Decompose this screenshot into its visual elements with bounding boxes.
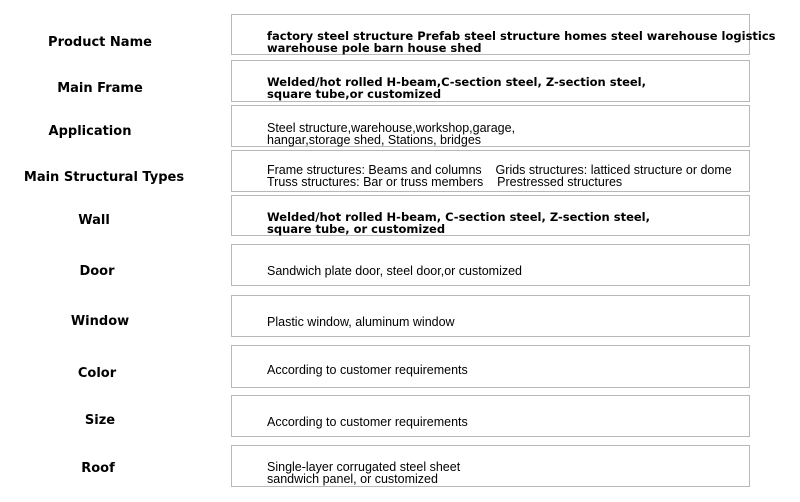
value-line: According to customer requirements xyxy=(267,415,468,429)
row-label-product-name: Product Name xyxy=(48,35,152,50)
value-box-main-frame xyxy=(231,60,750,102)
row-label-color: Color xyxy=(77,366,117,381)
value-box-main-structural-types xyxy=(231,150,750,192)
value-line: Welded/hot rolled H-beam, C-section steel, Z-section steel, xyxy=(267,210,650,224)
value-box-product-name xyxy=(231,14,776,55)
value-box-size xyxy=(231,395,750,437)
row-label-wall: Wall xyxy=(78,213,110,228)
value-line: square tube,or customized xyxy=(267,87,442,101)
row-label-window: Window xyxy=(70,314,130,329)
value-line: Single-layer corrugated steel sheet xyxy=(267,460,461,474)
value-line: Truss structures: Bar or truss members Prestressed structures xyxy=(267,175,623,189)
value-box-door xyxy=(231,244,750,286)
value-box-window xyxy=(231,295,750,337)
value-line: sandwich panel, or customized xyxy=(267,472,438,486)
value-line: hangar,storage shed, Stations, bridges xyxy=(267,133,482,147)
value-line: factory steel structure Prefab steel structure homes steel warehouse logistics xyxy=(267,29,776,43)
row-label-roof: Roof xyxy=(81,461,115,476)
value-line: square tube, or customized xyxy=(267,222,446,236)
row-label-size: Size xyxy=(84,413,116,428)
value-line: Plastic window, aluminum window xyxy=(267,315,455,329)
value-box-color xyxy=(231,345,750,388)
value-box-wall xyxy=(231,195,750,236)
row-label-main-structural-types: Main Structural Types xyxy=(23,170,185,185)
value-line: warehouse pole barn house shed xyxy=(267,41,482,55)
value-box-roof xyxy=(231,445,750,487)
row-label-application: Application xyxy=(48,124,132,139)
value-line: Sandwich plate door, steel door,or customized xyxy=(267,264,523,278)
value-box-application xyxy=(231,105,750,147)
row-label-main-frame: Main Frame xyxy=(57,81,143,96)
row-label-door: Door xyxy=(79,264,115,279)
value-line: Frame structures: Beams and columns Grids structures: latticed structure or dome xyxy=(267,163,732,177)
value-line: According to customer requirements xyxy=(267,363,468,377)
value-line: Steel structure,warehouse,workshop,garage, xyxy=(267,121,516,135)
value-line: Welded/hot rolled H-beam,C-section steel, Z-section steel, xyxy=(267,75,646,89)
